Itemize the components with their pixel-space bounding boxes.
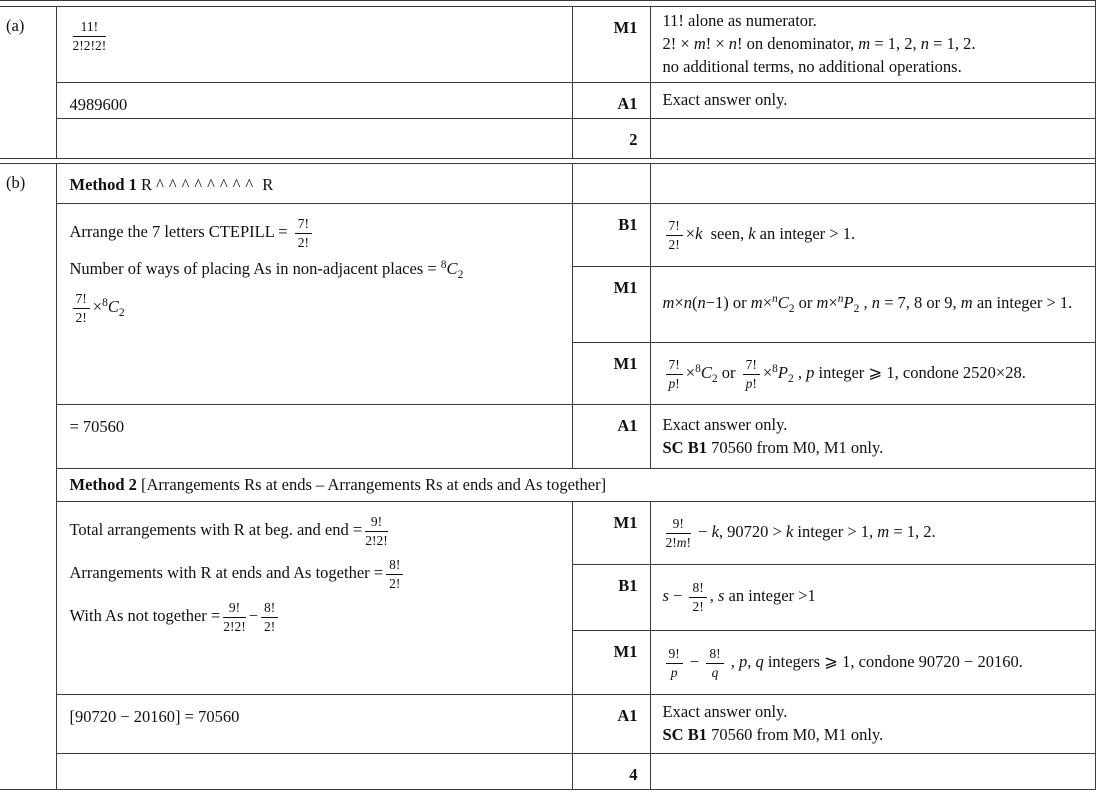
math-line: Arrangements with R at ends and As together = $\frac{8!}{2!}$ — [70, 556, 564, 593]
row-b-method2-answer — [57, 694, 1096, 753]
row-a1 — [57, 7, 1096, 82]
mark-label: B1 — [618, 576, 638, 595]
mark-label: B1 — [618, 215, 638, 234]
work-cell-a3-empty — [57, 119, 573, 158]
part-b-label: (b) — [6, 173, 26, 192]
mark-label: A1 — [617, 416, 638, 435]
method1-work-cell — [57, 204, 573, 404]
part-a-label: (a) — [6, 16, 25, 35]
method1-header-cell — [57, 164, 573, 203]
part-b-section — [0, 164, 1095, 790]
part-b-label-cell — [0, 164, 57, 790]
math-line: Exact answer only. — [662, 414, 788, 434]
math-line: $\frac{7!}{p!}$ $\times^8C_2$ or $\frac{7!}{p!}$ $\times^8P_2$ , p integer ⩾ 1, condone 2520×28. — [663, 356, 1086, 393]
mark-cell-b1 — [573, 204, 651, 266]
mark-cell-m1a — [573, 267, 651, 342]
math-line: [90720 − 20160] = 70560 — [69, 707, 240, 726]
note-cell-a1 — [651, 7, 1096, 82]
math-line: Total arrangements with R at beg. and end = $\frac{9!}{2!2!}$ — [69, 514, 388, 548]
mark-label: M1 — [613, 18, 638, 37]
total-marks-a: 2 — [629, 130, 638, 149]
note-cell-m1-answer — [651, 405, 1096, 468]
method2-work-cell — [57, 502, 573, 694]
note-cell-m2-b1 — [651, 565, 1096, 630]
mark-cell-m1b — [573, 343, 651, 405]
mark-label: A1 — [617, 706, 638, 725]
mark-cell-m2-b1 — [573, 565, 651, 630]
note-cell-b-header-empty — [651, 164, 1096, 203]
mark-cell-m1-answer — [573, 405, 651, 468]
math-line: SC B1 70560 from M0, M1 only. — [662, 437, 884, 457]
total-marks-b: 4 — [629, 765, 638, 784]
note-cell-m1a — [651, 267, 1096, 342]
note-cell-a2 — [651, 83, 1096, 118]
note-cell-m2-answer — [651, 695, 1096, 753]
subrow-b1 — [573, 204, 1096, 266]
math-line: $\frac{9!}{p}$ − $\frac{8!}{q}$ , p, q integers ⩾ 1, condone 90720 − 20160. — [663, 645, 1086, 682]
math-line: Exact answer only. — [662, 702, 788, 722]
math-line: = 70560 — [69, 417, 125, 436]
subrow-m1b — [573, 342, 1096, 405]
part-b-rows — [57, 164, 1096, 790]
math-line: 11! alone as numerator. — [662, 11, 817, 31]
mark-cell-a1 — [573, 7, 651, 82]
method2-answer-cell — [57, 695, 573, 753]
row-a3-total — [57, 118, 1096, 158]
math-line: Method 2 [Arrangements Rs at ends – Arrangements Rs at ends and As together] — [69, 474, 607, 494]
row-b-method2-header — [57, 468, 1096, 501]
note-cell-b-total-empty — [651, 754, 1096, 790]
method1-notes-column — [573, 204, 1096, 404]
part-a-section — [0, 7, 1095, 158]
mark-label: M1 — [613, 642, 638, 661]
mark-label: M1 — [613, 513, 638, 532]
mark-label: A1 — [617, 94, 638, 113]
subrow-m2-b1 — [573, 564, 1096, 630]
subrow-m1a — [573, 266, 1096, 342]
work-cell-a2 — [57, 83, 573, 118]
table-top-double-rule — [0, 0, 1095, 7]
row-b-total — [57, 753, 1096, 790]
work-cell-b-total-empty — [57, 754, 573, 790]
math-line: Number of ways of placing As in non-adjacent places = $^8C_2$ — [69, 258, 464, 281]
row-b-method1-answer — [57, 404, 1096, 468]
math-line: SC B1 70560 from M0, M1 only. — [662, 725, 884, 744]
note-cell-a3-empty — [651, 119, 1096, 158]
math-line: m×n(n−1) or $m\times^nC_2$ or $m\times^nP_2$ , n = 7, 8 or 9, m an integer > 1. — [662, 292, 1073, 315]
mark-label: M1 — [613, 278, 638, 297]
mark-cell-a2 — [573, 83, 651, 118]
mark-cell-m2-m1a — [573, 502, 651, 564]
math-line: Exact answer only. — [662, 90, 788, 110]
mark-cell-b-header-empty — [573, 164, 651, 203]
note-cell-m2-m1b — [651, 631, 1096, 695]
math-line: Arrange the 7 letters CTEPILL = $\frac{7!}{2!}$ — [70, 215, 564, 252]
part-a-label-cell — [0, 7, 57, 158]
note-cell-b1 — [651, 204, 1096, 266]
math-line: 2! × m! × n! on denominator, m = 1, 2, n = 1, 2. — [662, 34, 976, 54]
work-cell-a1 — [57, 7, 573, 82]
math-line: no additional terms, no additional operations. — [662, 56, 962, 76]
math-line: 4989600 — [69, 95, 128, 114]
mark-cell-b-total — [573, 754, 651, 790]
math-line: With As not together = $\frac{9!}{2!2!}$ − $\frac{8!}{2!}$ — [70, 599, 564, 636]
method2-notes-column — [573, 502, 1096, 694]
note-cell-m1b — [651, 343, 1096, 405]
math-line: $\frac{9!}{2!m!}$ − k, 90720 > k integer > 1, m = 1, 2. — [665, 515, 936, 550]
row-b-method1-working-group — [57, 203, 1096, 404]
note-cell-m2-m1a — [651, 502, 1096, 564]
mark-label: M1 — [613, 354, 638, 373]
math-line: $\frac{7!}{2!}$ ×k seen, k an integer > 1. — [663, 217, 1086, 254]
math-line: $\frac{7!}{2!}$ $\times^8C_2$ — [70, 290, 564, 327]
mark-cell-a3-total — [573, 119, 651, 158]
row-b-method2-working-group — [57, 501, 1096, 694]
math-line: Method 1 R ^^^^^^^^ R — [69, 175, 274, 195]
subrow-m2-m1a — [573, 502, 1096, 564]
math-line: s − $\frac{8!}{2!}$ , s an integer >1 — [662, 580, 816, 614]
row-b-method1-header — [57, 164, 1096, 203]
subrow-m2-m1b — [573, 630, 1096, 695]
mark-cell-m2-m1b — [573, 631, 651, 695]
method2-header-cell — [57, 469, 1096, 501]
method1-answer-cell — [57, 405, 573, 468]
mark-cell-m2-answer — [573, 695, 651, 753]
row-a2 — [57, 82, 1096, 118]
math-line: $\frac{11!}{2!2!2!}$ — [72, 19, 107, 53]
part-a-rows — [57, 7, 1096, 158]
